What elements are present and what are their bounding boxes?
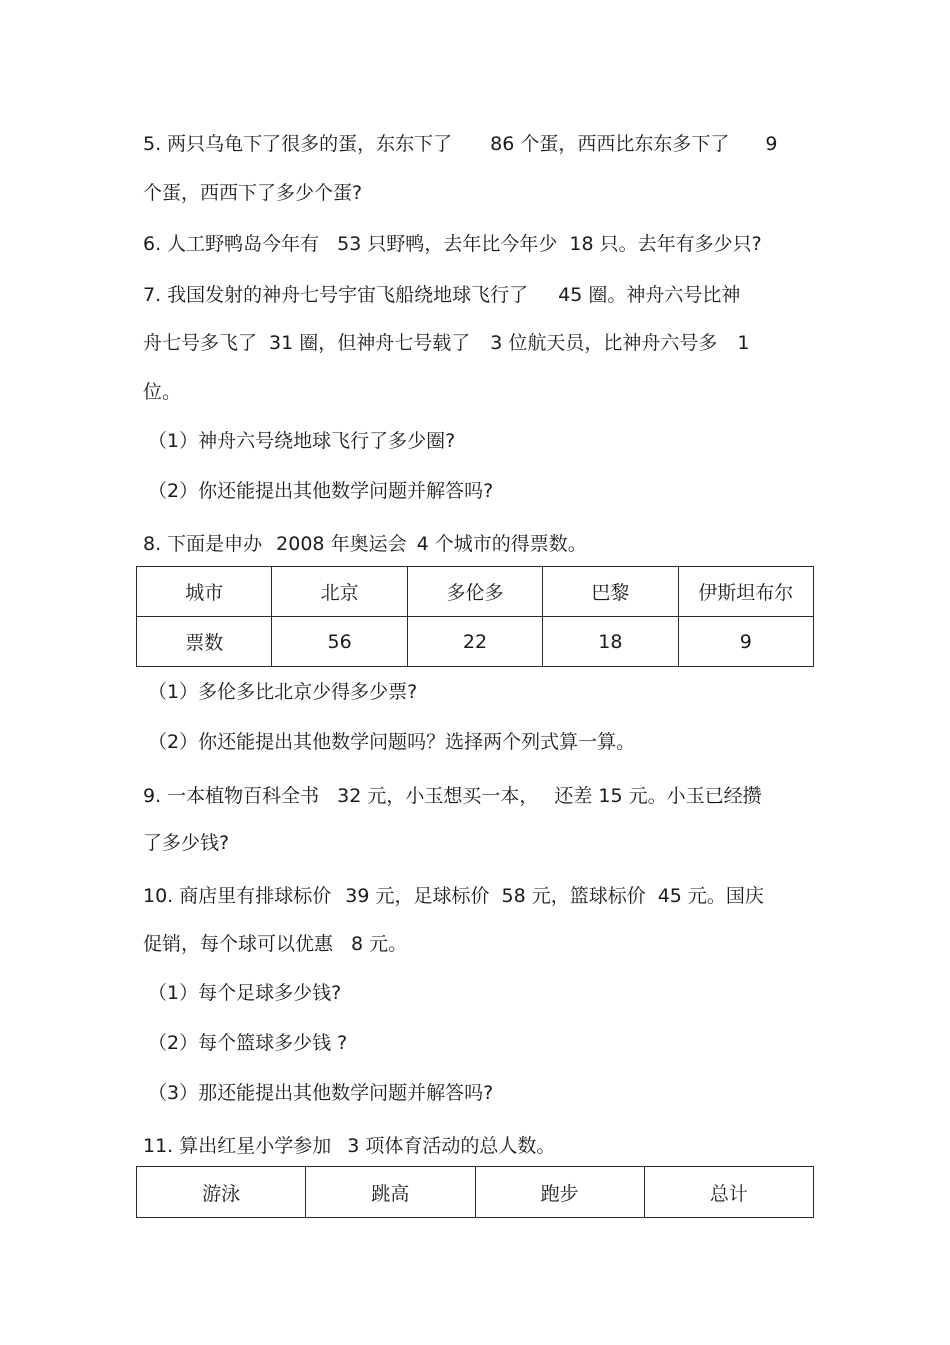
table-cell: 9 bbox=[678, 617, 813, 667]
table-row-header bbox=[137, 567, 814, 617]
problem-7-text-f: 1 bbox=[737, 332, 750, 354]
problem-7-question-2: （2）你还能提出其他数学问题并解答吗? bbox=[148, 480, 494, 502]
problem-10-text-b: 39 元，足球标价 bbox=[345, 885, 490, 907]
problem-9-text-c: 还差 15 元。小玉已经攒 bbox=[554, 785, 762, 807]
problem-10-text-c: 58 元，篮球标价 bbox=[501, 885, 646, 907]
table-cell: 跳高 bbox=[306, 1167, 475, 1218]
problem-7-text-e: 3 位航天员，比神舟六号多 bbox=[490, 332, 718, 354]
problem-8-text-b: 2008 年奥运会 bbox=[276, 533, 407, 555]
problem-5-text-a: 5. 两只乌龟下了很多的蛋，东东下了 bbox=[143, 133, 453, 155]
problem-11-text-a: 11. 算出红星小学参加 bbox=[143, 1135, 332, 1157]
table-cell: 多伦多 bbox=[407, 567, 542, 617]
problem-7-text-b: 45 圈。神舟六号比神 bbox=[558, 284, 741, 306]
problem-10-text-d: 45 元。国庆 bbox=[657, 885, 764, 907]
problem-10-text-a: 10. 商店里有排球标价 bbox=[143, 885, 332, 907]
table-cell: 总计 bbox=[644, 1167, 813, 1218]
problem-7-line-2 bbox=[143, 330, 749, 356]
vote-table bbox=[136, 566, 814, 667]
table-cell: 跑步 bbox=[475, 1167, 644, 1218]
problem-10-question-2: （2）每个篮球多少钱 ? bbox=[148, 1032, 348, 1054]
table-row-header bbox=[137, 1167, 814, 1218]
problem-8-text-c: 4 个城市的得票数。 bbox=[416, 533, 587, 555]
table-cell: 56 bbox=[272, 617, 407, 667]
table-cell: 游泳 bbox=[137, 1167, 306, 1218]
problem-7-text-a: 7. 我国发射的神舟七号宇宙飞船绕地球飞行了 bbox=[143, 284, 529, 306]
problem-8-question-1: （1）多伦多比北京少得多少票? bbox=[148, 681, 418, 703]
problem-7-text-d: 31 圈，但神舟七号载了 bbox=[269, 332, 471, 354]
problem-10-text-f: 8 元。 bbox=[351, 933, 408, 955]
problem-9-line-2: 了多少钱? bbox=[143, 832, 230, 854]
table-cell: 18 bbox=[543, 617, 678, 667]
table-cell: 伊斯坦布尔 bbox=[678, 567, 813, 617]
problem-11-text-b: 3 项体育活动的总人数。 bbox=[347, 1135, 556, 1157]
problem-5-text-c: 9 bbox=[765, 133, 778, 155]
problem-6-text-a: 6. 人工野鸭岛今年有 bbox=[143, 233, 320, 255]
table-cell: 城市 bbox=[137, 567, 272, 617]
problem-8-line-1 bbox=[143, 531, 587, 557]
problem-7-question-1: （1）神舟六号绕地球飞行了多少圈? bbox=[148, 430, 456, 452]
problem-11-line-1 bbox=[143, 1133, 555, 1159]
sports-table bbox=[136, 1166, 814, 1218]
problem-10-text-e: 促销，每个球可以优惠 bbox=[143, 933, 334, 955]
problem-7-line-1 bbox=[143, 282, 740, 308]
problem-5-line-1 bbox=[143, 131, 777, 157]
table-row bbox=[137, 617, 814, 667]
table-cell: 票数 bbox=[137, 617, 272, 667]
problem-7-line-3: 位。 bbox=[143, 381, 182, 403]
problem-9-line-1 bbox=[143, 783, 762, 809]
problem-5-text-b: 86 个蛋，西西比东东多下了 bbox=[490, 133, 730, 155]
table-cell: 22 bbox=[407, 617, 542, 667]
table-cell: 巴黎 bbox=[543, 567, 678, 617]
problem-5-line-2: 个蛋，西西下了多少个蛋? bbox=[143, 182, 363, 204]
table-cell: 北京 bbox=[272, 567, 407, 617]
problem-10-question-3: （3）那还能提出其他数学问题并解答吗? bbox=[148, 1082, 494, 1104]
problem-10-question-1: （1）每个足球多少钱? bbox=[148, 982, 342, 1004]
problem-6-line-1 bbox=[143, 231, 762, 257]
problem-6-text-c: 18 只。去年有多少只? bbox=[569, 233, 762, 255]
problem-8-text-a: 8. 下面是申办 bbox=[143, 533, 263, 555]
problem-9-text-b: 32 元，小玉想买一本， bbox=[337, 785, 539, 807]
problem-7-text-c: 舟七号多飞了 bbox=[143, 332, 258, 354]
problem-6-text-b: 53 只野鸭，去年比今年少 bbox=[337, 233, 558, 255]
problem-8-question-2: （2）你还能提出其他数学问题吗？选择两个列式算一算。 bbox=[148, 731, 636, 753]
problem-10-line-2 bbox=[143, 931, 407, 957]
problem-9-text-a: 9. 一本植物百科全书 bbox=[143, 785, 320, 807]
problem-10-line-1 bbox=[143, 883, 764, 909]
